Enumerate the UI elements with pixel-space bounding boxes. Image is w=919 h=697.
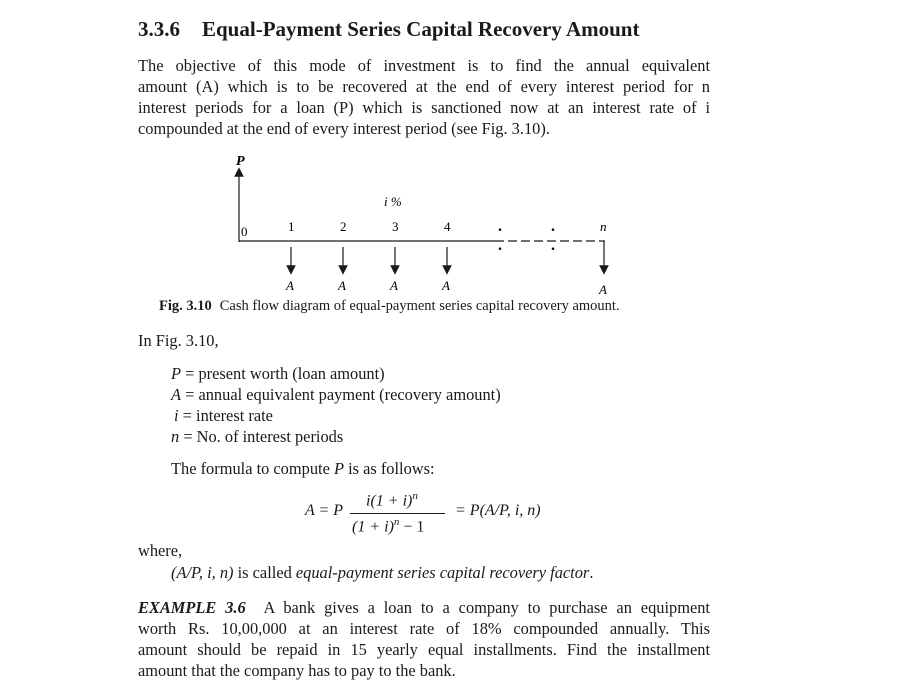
formula-intro-suffix: is as follows:: [343, 459, 435, 478]
intro-line-2: amount (A) which is to be recovered at the end of every interest period for n: [138, 77, 710, 96]
example-line-2: worth Rs. 10,00,000 at an interest rate of 18% compounded annually. This: [138, 619, 710, 638]
definition-text: = No. of interest periods: [183, 427, 344, 446]
example-line-1: [138, 597, 710, 618]
formula-intro-prefix: The formula to compute: [171, 459, 334, 478]
example-label: EXAMPLE 3.6: [138, 598, 246, 617]
fraction-bar: [350, 513, 445, 514]
payment-label-2: A: [338, 278, 346, 293]
definition-text: = annual equivalent payment (recovery amount): [185, 385, 501, 404]
formula-lhs: A = P: [305, 502, 344, 519]
example-line-3: amount should be repaid in 15 yearly equal installments. Find the installment: [138, 640, 710, 659]
period-2: 2: [340, 219, 347, 234]
intro-line-4: compounded at the end of every interest period (see Fig. 3.10).: [138, 119, 550, 138]
formula-numerator: [366, 490, 418, 510]
formula-rhs: = P(A/P, i, n): [455, 502, 541, 519]
payment-label-1: A: [286, 278, 294, 293]
p-label: P: [236, 154, 245, 169]
intro-line-1: The objective of this mode of investment is to find the annual equivalent: [138, 56, 710, 75]
figure-label: Fig. 3.10: [159, 298, 212, 314]
rate-label: i %: [384, 194, 402, 209]
factor-symbol: (A/P, i, n): [171, 563, 234, 582]
example-line-4: amount that the company has to pay to the bank.: [138, 661, 456, 680]
numerator-exp: n: [412, 490, 418, 502]
period-4: 4: [444, 219, 451, 234]
intro-line-3: interest periods for a loan (P) which is sanctioned now at an interest rate of i: [138, 98, 710, 117]
period-3: 3: [392, 219, 399, 234]
denominator-tail: − 1: [399, 518, 425, 536]
figure-caption-text: Cash flow diagram of equal-payment series capital recovery amount.: [219, 298, 620, 314]
definition-symbol: P: [171, 364, 182, 383]
definition-symbol: A: [171, 385, 182, 404]
definition-a: [171, 385, 501, 405]
figure-caption: [159, 298, 620, 315]
definition-i: [174, 406, 273, 426]
formula-intro-symbol: P: [333, 459, 344, 478]
cash-flow-diagram: [0, 0, 919, 300]
period-1: 1: [288, 219, 295, 234]
formula-denominator: [352, 516, 424, 536]
formula-intro: [171, 459, 435, 479]
section-title: Equal-Payment Series Capital Recovery Amount: [202, 17, 640, 41]
payment-label-4: A: [442, 278, 450, 293]
section-number: 3.3.6: [138, 17, 180, 41]
example-line-1-text: A bank gives a loan to a company to purchase an equipment: [263, 598, 710, 617]
period-0: 0: [241, 224, 248, 239]
factor-line: [171, 563, 593, 583]
denominator-exp: n: [393, 516, 400, 528]
factor-middle: is called: [233, 563, 296, 582]
dot-1: .: [498, 218, 502, 235]
factor-name: equal-payment series capital recovery factor: [295, 563, 590, 582]
definition-symbol: n: [171, 427, 180, 446]
factor-end: .: [589, 563, 594, 582]
period-n: n: [600, 219, 607, 234]
payment-label-n: A: [599, 282, 607, 297]
where-text: where,: [138, 541, 183, 560]
dot-4: .: [551, 237, 555, 254]
definition-symbol: i: [174, 406, 179, 425]
definition-n: [171, 427, 343, 447]
dot-3: .: [498, 237, 502, 254]
example-paragraph: [138, 597, 710, 681]
payment-label-3: A: [390, 278, 398, 293]
definition-p: [171, 364, 385, 384]
numerator-text: i(1 + i): [366, 492, 413, 510]
definition-text: = interest rate: [182, 406, 273, 425]
in-fig-text: In Fig. 3.10,: [138, 331, 219, 350]
denominator-text: (1 + i): [352, 518, 394, 536]
dot-2: .: [551, 218, 555, 235]
definition-text: = present worth (loan amount): [185, 364, 385, 383]
